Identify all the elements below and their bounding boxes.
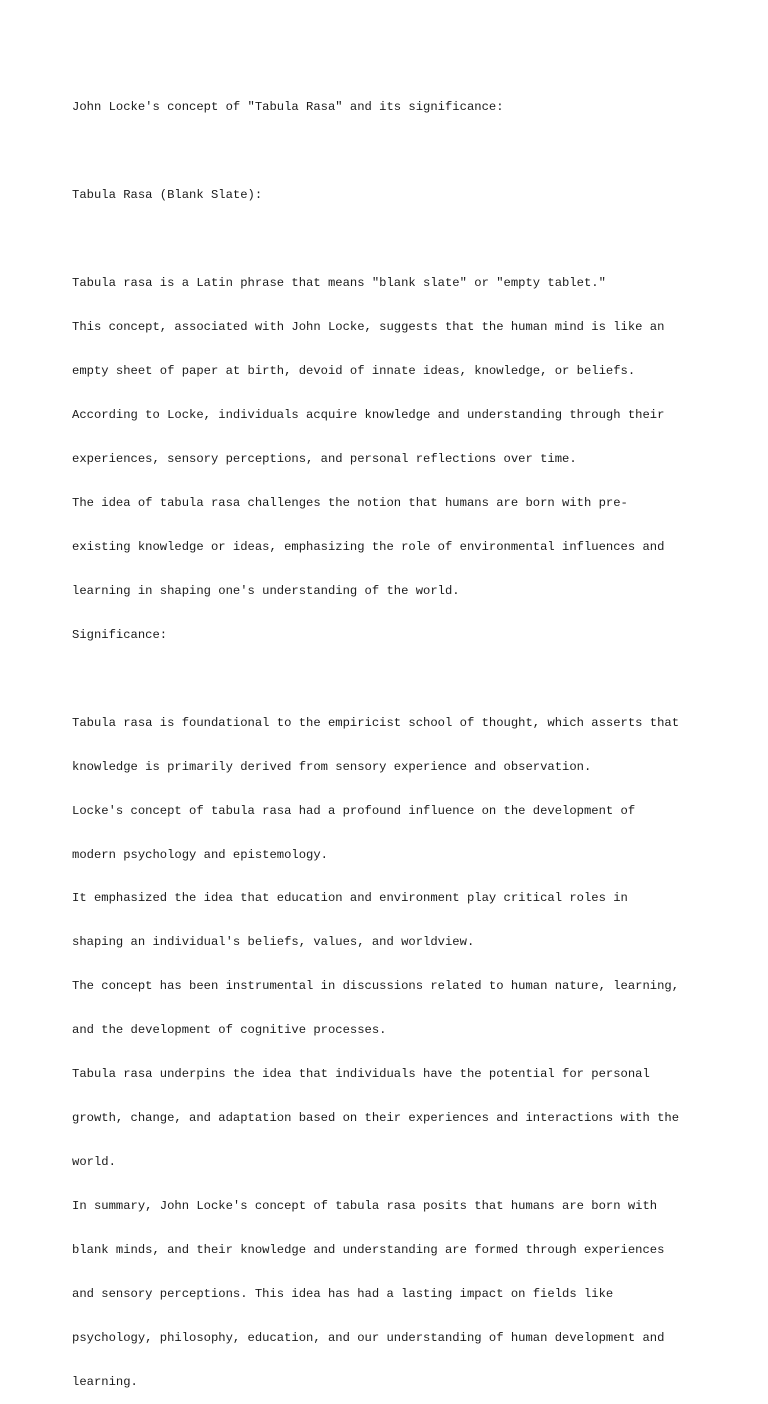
text-line: and the development of cognitive processes. [72,1023,387,1038]
text-line: learning in shaping one's understanding of the world. [72,583,460,598]
text-line: Tabula rasa is a Latin phrase that means "blank slate" or "empty tablet." [72,276,606,291]
section-heading-significance: Significance: [72,627,168,642]
summary-line: In summary, John Locke's concept of tabula rasa posits that humans are born with [72,1199,658,1214]
blank-line [72,144,712,159]
blank-line [72,672,712,687]
text-line: existing knowledge or ideas, emphasizing the role of environmental influences and [72,539,665,554]
summary-line: and sensory perceptions. This idea has had a lasting impact on fields like [72,1287,614,1302]
summary-line: psychology, philosophy, education, and our understanding of human development and [72,1331,665,1345]
text-line: Locke's concept of tabula rasa had a profound influence on the development of [72,803,636,818]
text-line: growth, change, and adaptation based on their experiences and interactions with the [72,1111,680,1126]
text-line: Tabula rasa underpins the idea that individuals have the potential for personal [72,1067,650,1082]
text-line: This concept, associated with John Locke, suggests that the human mind is like an [72,320,665,335]
text-line: The idea of tabula rasa challenges the notion that humans are born with pre- [72,495,628,510]
text-line: shaping an individual's beliefs, values, and worldview. [72,935,475,950]
text-line: The concept has been instrumental in discussions related to human nature, learning, [72,979,680,994]
section-heading-tabula-rasa: Tabula Rasa (Blank Slate): [72,188,263,203]
text-line: experiences, sensory perceptions, and personal reflections over time. [72,451,577,466]
text-line: modern psychology and epistemology. [72,847,328,862]
summary-line: blank minds, and their knowledge and understanding are formed through experiences [72,1243,665,1258]
text-line: empty sheet of paper at birth, devoid of innate ideas, knowledge, or beliefs. [72,364,636,379]
text-line: Tabula rasa is foundational to the empiricist school of thought, which asserts that [72,715,680,730]
text-line: world. [72,1155,116,1170]
blank-line [72,232,712,247]
document-title: John Locke's concept of "Tabula Rasa" and its significance: [72,100,504,115]
document-body [72,71,712,1404]
text-line: According to Locke, individuals acquire knowledge and understanding through their [72,407,665,422]
text-line: It emphasized the idea that education and environment play critical roles in [72,891,628,906]
text-line: knowledge is primarily derived from sensory experience and observation. [72,759,592,774]
summary-line: learning. [72,1374,138,1389]
